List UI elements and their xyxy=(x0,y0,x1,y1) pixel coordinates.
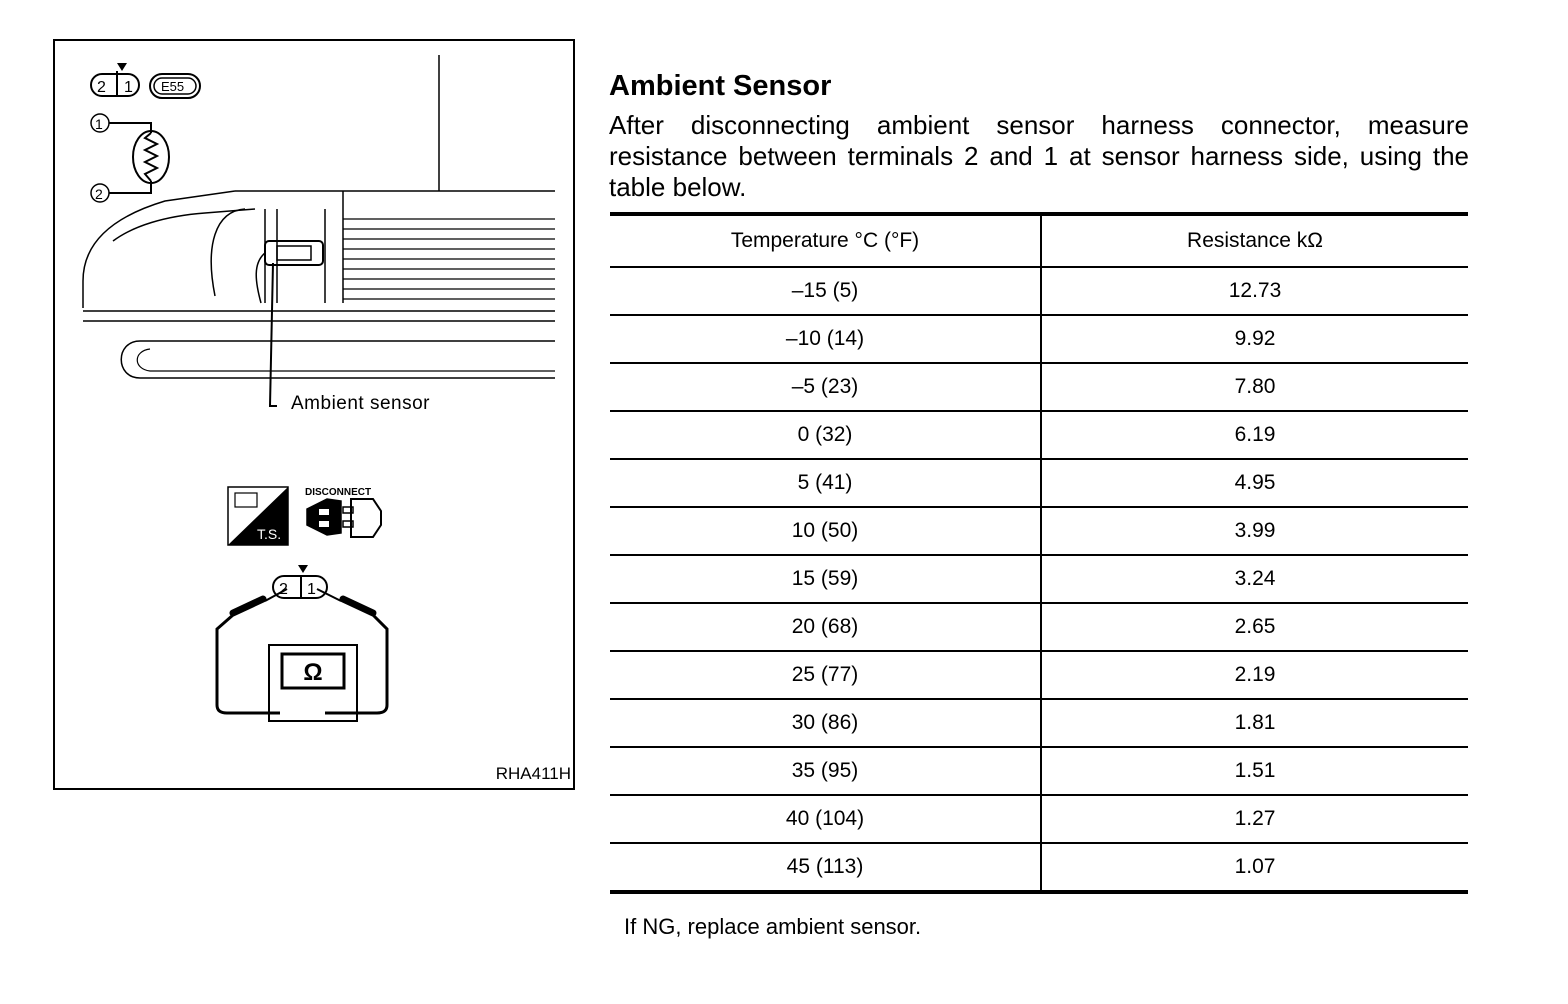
table-row xyxy=(610,459,1468,507)
table-row xyxy=(610,507,1468,555)
table-row xyxy=(610,651,1468,699)
connector-symbol xyxy=(91,63,200,98)
table-row xyxy=(610,555,1468,603)
ambient-sensor-caption: Ambient sensor xyxy=(291,393,431,414)
connector-id-label: E55 xyxy=(161,79,185,94)
resistance-cell: 1.81 xyxy=(1041,699,1468,747)
resistance-cell: 1.07 xyxy=(1041,843,1468,892)
temperature-cell: 10 (50) xyxy=(610,507,1041,555)
resistance-cell: 2.65 xyxy=(1041,603,1468,651)
vehicle-body-drawing xyxy=(83,55,555,406)
temperature-cell: –15 (5) xyxy=(610,267,1041,315)
temperature-cell: 25 (77) xyxy=(610,651,1041,699)
resistor-icon xyxy=(91,114,169,202)
resistance-cell: 4.95 xyxy=(1041,459,1468,507)
sensor-location-figure xyxy=(53,39,575,790)
disconnect-label: DISCONNECT xyxy=(305,487,372,498)
table-row xyxy=(610,843,1468,892)
disconnect-icon xyxy=(305,487,381,537)
temperature-cell: 20 (68) xyxy=(610,603,1041,651)
ts-icon-label: T.S. xyxy=(257,526,282,542)
temperature-cell: –10 (14) xyxy=(610,315,1041,363)
page-title: Ambient Sensor xyxy=(609,70,832,102)
resistance-cell: 2.19 xyxy=(1041,651,1468,699)
resistance-cell: 12.73 xyxy=(1041,267,1468,315)
ts-icon xyxy=(228,487,288,545)
table-row xyxy=(610,315,1468,363)
temperature-cell: 5 (41) xyxy=(610,459,1041,507)
table-row xyxy=(610,603,1468,651)
temperature-cell: 0 (32) xyxy=(610,411,1041,459)
temperature-header: Temperature °C (°F) xyxy=(610,214,1041,267)
temperature-cell: –5 (23) xyxy=(610,363,1041,411)
connector-terminal-1: 1 xyxy=(124,79,133,96)
resistance-cell: 6.19 xyxy=(1041,411,1468,459)
instruction-paragraph: After disconnecting ambient sensor harness connector, measure resistance between terminals 2 and 1 at sensor harness side, using the table below. xyxy=(609,110,1469,202)
temperature-cell: 15 (59) xyxy=(610,555,1041,603)
ohmmeter-icon xyxy=(217,565,387,721)
resistance-cell: 9.92 xyxy=(1041,315,1468,363)
table-row xyxy=(610,411,1468,459)
table-row xyxy=(610,795,1468,843)
terminal-1-label: 1 xyxy=(95,116,103,132)
resistance-cell: 1.51 xyxy=(1041,747,1468,795)
temperature-cell: 40 (104) xyxy=(610,795,1041,843)
temperature-cell: 45 (113) xyxy=(610,843,1041,892)
meter-terminal-1: 1 xyxy=(307,581,316,598)
resistance-cell: 1.27 xyxy=(1041,795,1468,843)
ng-note: If NG, replace ambient sensor. xyxy=(624,914,922,939)
resistance-cell: 3.99 xyxy=(1041,507,1468,555)
meter-terminal-2: 2 xyxy=(279,581,288,598)
table-row xyxy=(610,267,1468,315)
table-row xyxy=(610,363,1468,411)
temperature-cell: 30 (86) xyxy=(610,699,1041,747)
figure-code: RHA411H xyxy=(495,764,571,783)
terminal-2-label: 2 xyxy=(95,186,103,202)
resistance-cell: 7.80 xyxy=(1041,363,1468,411)
temperature-cell: 35 (95) xyxy=(610,747,1041,795)
resistance-header: Resistance kΩ xyxy=(1041,214,1468,267)
resistance-cell: 3.24 xyxy=(1041,555,1468,603)
resistance-table xyxy=(610,212,1468,894)
ohm-symbol: Ω xyxy=(303,659,323,686)
connector-terminal-2: 2 xyxy=(97,79,106,96)
table-header-row xyxy=(610,214,1468,267)
table-row xyxy=(610,747,1468,795)
table-row xyxy=(610,699,1468,747)
